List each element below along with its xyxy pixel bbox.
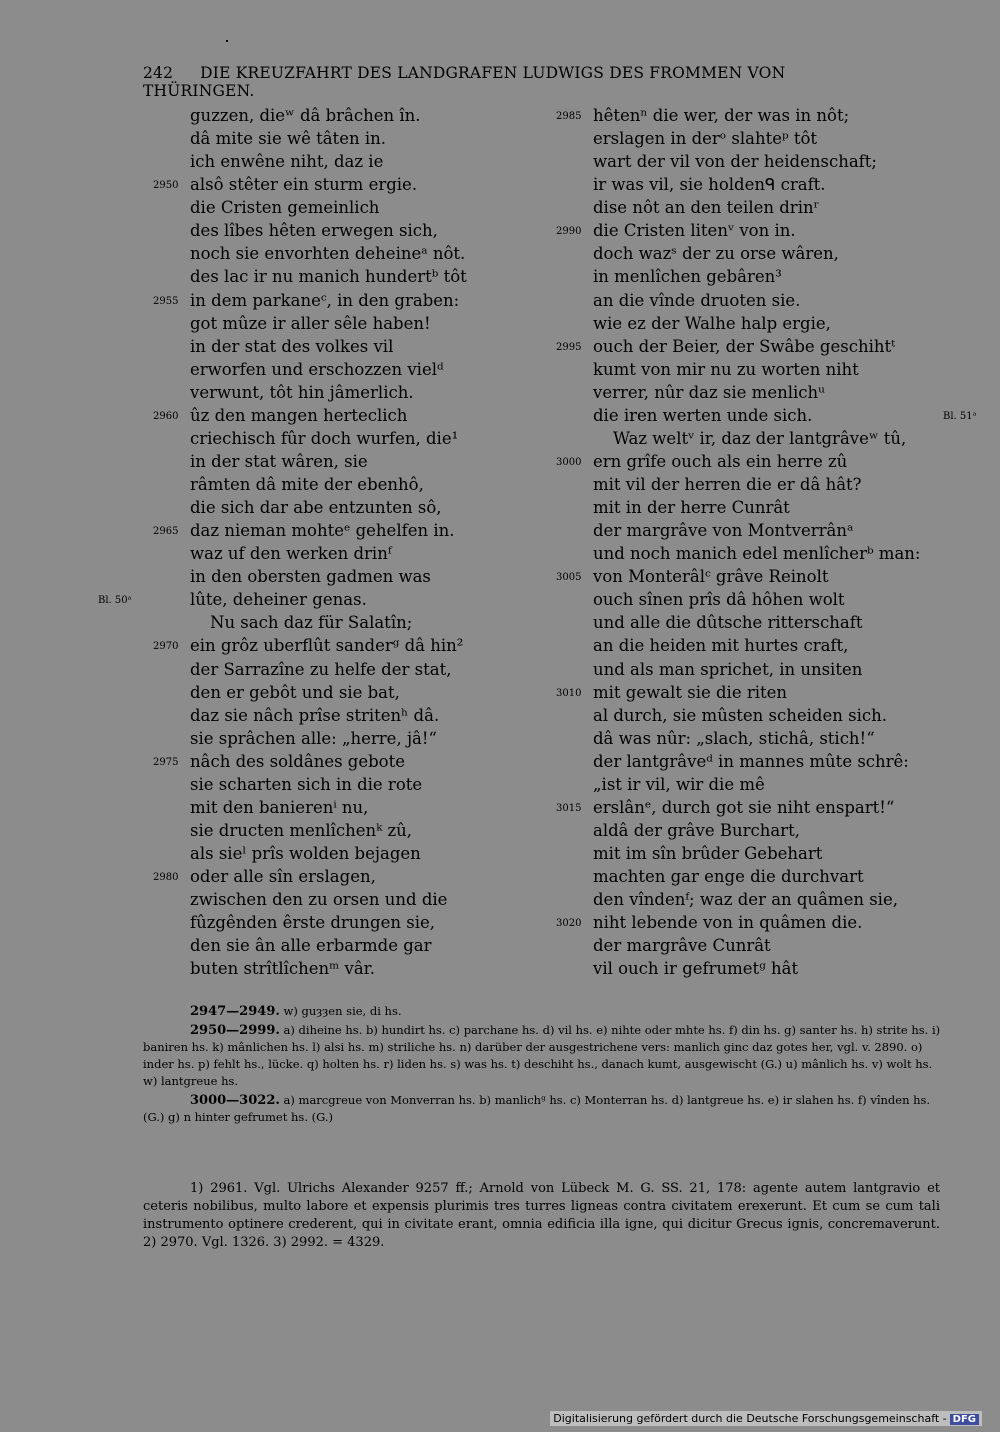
verse-line xyxy=(190,104,510,127)
line-number: 3000 xyxy=(556,456,582,468)
verse-text: fûzgênden êrste drungen sie, xyxy=(190,913,435,933)
verse-text: doch wazˢ der zu orse wâren, xyxy=(593,244,839,264)
verse-line xyxy=(593,519,953,542)
line-number: 2965 xyxy=(153,526,179,538)
verse-text: den vîndenᶠ; waz der an quâmen sie, xyxy=(593,890,898,910)
verse-line xyxy=(593,473,953,496)
verse-line xyxy=(153,289,510,312)
verse-text: die iren werten unde sich. xyxy=(593,405,813,425)
verse-line xyxy=(190,773,510,796)
verse-line xyxy=(593,427,953,450)
verse-line xyxy=(190,704,510,727)
line-number: 2950 xyxy=(153,180,179,192)
verse-text: von Monterâlᶜ grâve Reinolt xyxy=(593,567,829,587)
verse-line xyxy=(593,819,953,842)
verse-line xyxy=(593,658,953,681)
apparatus-range: 3000—3022. xyxy=(190,1093,280,1108)
verse-text: der margrâve Cunrât xyxy=(593,936,771,956)
verse-text: aldâ der grâve Burchart, xyxy=(593,820,800,840)
verse-text: an die vînde druoten sie. xyxy=(593,290,801,310)
apparatus-range: 2950—2999. xyxy=(190,1023,280,1038)
verse-text: in menlîchen gebâren³ xyxy=(593,267,782,287)
verse-line xyxy=(153,750,510,773)
verse-text: al durch, sie mûsten scheiden sich. xyxy=(593,705,887,725)
verse-line xyxy=(593,773,953,796)
verse-line xyxy=(593,265,953,288)
line-number: 2980 xyxy=(153,872,179,884)
verse-text: nâch des soldânes gebote xyxy=(190,751,406,771)
verse-text: lûte, deheiner genas. xyxy=(190,590,367,610)
verse-line xyxy=(190,681,510,704)
verse-text: Nu sach daz für Salatîn; xyxy=(210,613,413,633)
verse-line xyxy=(190,127,510,150)
verse-line xyxy=(190,565,510,588)
footer-text: Digitalisierung gefördert durch die Deutsche Forschungsgemeinschaft - xyxy=(553,1412,947,1425)
verse-line xyxy=(593,289,953,312)
verse-line xyxy=(556,335,953,358)
verse-text: dâ mite sie wê tâten in. xyxy=(190,129,386,149)
verse-text: vil ouch ir gefrumetᵍ hât xyxy=(593,959,799,979)
verse-text: dise nôt an den teilen drinʳ xyxy=(593,198,820,218)
verse-text: „ist ir vil, wir die mê xyxy=(593,774,765,794)
verse-text: in der stat des volkes vil xyxy=(190,336,394,356)
verse-line xyxy=(190,381,510,404)
apparatus-block xyxy=(143,1003,943,1020)
verse-text: buten strîtlîchenᵐ vâr. xyxy=(190,959,376,979)
verse-text: criechisch fûr doch wurfen, die¹ xyxy=(190,428,459,448)
verse-text: des lac ir nu manich hundertᵇ tôt xyxy=(190,267,467,287)
verse-line xyxy=(556,796,953,819)
verse-line xyxy=(190,196,510,219)
verse-line xyxy=(593,588,953,611)
verse-text: die Cristen litenᵛ von in. xyxy=(593,221,796,241)
verse-text: zwischen den zu orsen und die xyxy=(190,890,448,910)
verse-text: in den obersten gadmen was xyxy=(190,567,431,587)
verse-line xyxy=(593,611,953,634)
verse-text: sie scharten sich in die rote xyxy=(190,774,423,794)
running-header xyxy=(143,64,873,100)
verse-line xyxy=(190,496,510,519)
verse-text: die sich dar abe entzunten sô, xyxy=(190,498,442,518)
verse-text: daz sie nâch prîse stritenʰ dâ. xyxy=(190,705,440,725)
verse-line xyxy=(593,242,953,265)
verse-text: machten gar enge die durchvart xyxy=(593,867,864,887)
verse-line xyxy=(593,358,953,381)
verse-text: ouch der Beier, der Swâbe geschihtᵗ xyxy=(593,336,896,356)
verse-text: an die heiden mit hurtes craft, xyxy=(593,636,849,656)
verse-line xyxy=(190,473,510,496)
verse-text: der margrâve von Montverrânᵃ xyxy=(593,521,854,541)
verse-text: als sieˡ prîs wolden bejagen xyxy=(190,844,421,863)
verse-line xyxy=(190,542,510,565)
verse-text: oder alle sîn erslagen, xyxy=(190,867,376,887)
verse-line xyxy=(593,173,953,196)
verse-line xyxy=(593,865,953,888)
verse-text: verwunt, tôt hin jâmerlich. xyxy=(190,382,414,402)
verse-text: kumt von mir nu zu worten niht xyxy=(593,359,859,379)
verse-line xyxy=(593,934,953,957)
line-number: 2975 xyxy=(153,756,179,768)
verse-text: erslânᵉ, durch got sie niht enspart!“ xyxy=(593,797,895,817)
running-title: DIE KREUZFAHRT DES LANDGRAFEN LUDWIGS DES FROMMEN VON THÜRINGEN. xyxy=(143,64,786,100)
verse-line xyxy=(556,681,953,704)
verse-line xyxy=(190,358,510,381)
verse-line xyxy=(153,519,510,542)
verse-line xyxy=(153,634,510,657)
verse-text: wie ez der Walhe halp ergie, xyxy=(593,313,831,333)
verse-text: ein grôz uberflût sanderᵍ dâ hin² xyxy=(190,636,464,656)
verse-text: niht lebende von in quâmen die. xyxy=(593,913,863,933)
apparatus-text: a) diheine hs. b) hundirt hs. c) parchane hs. d) vil hs. e) nihte oder mhte hs. f) din hs. g) santer hs. h) strite hs. i) baniren hs. k) mânlichen hs. l) alsi hs. m) striliche hs. n) darüber der ausgestrichene vers: manlich ginc daz gotes her, vgl. v. 2890. o) inder hs. p) fehlt hs., lücke. q) holten hs. r) liden hs. s) was hs. t) deschiht hs., danach kumt, ausgewischt (G.) u) mânlich hs. v) wolt hs. w) lantgreue hs. xyxy=(143,1023,941,1088)
apparatus-block xyxy=(143,1092,943,1126)
dfg-logo: DFG xyxy=(950,1414,979,1425)
verse-text: guzzen, dieʷ dâ brâchen în. xyxy=(190,106,421,125)
verse-line xyxy=(190,888,510,911)
verse-line xyxy=(593,312,953,335)
verse-text: ouch sînen prîs dâ hôhen wolt xyxy=(593,590,845,610)
verse-text: verrer, nûr daz sie menlichᵘ xyxy=(593,382,825,402)
footnote-text: 1) 2961. Vgl. Ulrichs Alexander 9257 ff.; Arnold von Lübeck M. G. SS. 21, 178: agente autem lantgravio et ceteris nobilibus, multo labore et expensis plurimis tres turres ligneas contra civitatem erexerunt. Et cum se cum tali instrumento optinere crederent, qui in civitate erant, omnia edificia illa igne, qui dicitur Grecus ignis, concremaverunt. 2) 2970. Vgl. 1326. 3) 2992. = 4329. xyxy=(143,1181,940,1250)
page-number: 242 xyxy=(143,64,174,82)
line-number: 2990 xyxy=(556,226,582,238)
verse-line xyxy=(593,196,953,219)
verse-line xyxy=(190,957,510,980)
critical-apparatus xyxy=(143,1003,943,1128)
right-verse-column xyxy=(556,104,977,980)
verse-line xyxy=(556,450,953,473)
verse-line xyxy=(153,865,510,888)
left-verse-column xyxy=(98,104,510,980)
verse-text: waz uf den werken drinᶠ xyxy=(190,544,392,564)
verse-line xyxy=(190,335,510,358)
verse-text: den sie ân alle erbarmde gar xyxy=(190,936,432,956)
line-number: 2995 xyxy=(556,341,582,353)
verse-line xyxy=(593,888,953,911)
verse-text: erworfen und erschozzen vielᵈ xyxy=(190,359,444,379)
verse-line xyxy=(593,404,977,427)
verse-line xyxy=(593,750,953,773)
verse-text: sie dructen menlîchenᵏ zû, xyxy=(190,820,413,840)
verse-text: hêtenⁿ die wer, der was in nôt; xyxy=(593,106,850,125)
verse-text: mit in der herre Cunrât xyxy=(593,498,790,518)
verse-text: in der stat wâren, sie xyxy=(190,451,368,471)
verse-text: alsô stêter ein sturm ergie. xyxy=(190,175,418,195)
verse-line xyxy=(153,404,510,427)
speck xyxy=(226,40,228,42)
apparatus-text: w) guȝȝen sie, di hs. xyxy=(283,1004,402,1018)
line-number: 3010 xyxy=(556,687,582,699)
verse-line xyxy=(593,727,953,750)
verse-line xyxy=(593,634,953,657)
verse-text: mit den banierenⁱ nu, xyxy=(190,797,369,817)
verse-text: ir was vil, sie holdenᑫ craft. xyxy=(593,175,826,195)
verse-text: den er gebôt und sie bat, xyxy=(190,682,400,702)
verse-line xyxy=(593,127,953,150)
verse-text: und als man sprichet, in unsiten xyxy=(593,659,863,679)
verse-text: mit im sîn brûder Gebehart xyxy=(593,844,823,863)
verse-line xyxy=(190,427,510,450)
line-number: 3015 xyxy=(556,802,582,814)
verse-line xyxy=(190,796,510,819)
verse-text: wart der vil von der heidenschaft; xyxy=(593,152,877,172)
verse-text: got mûze ir aller sêle haben! xyxy=(190,313,431,333)
verse-line xyxy=(190,934,510,957)
verse-line xyxy=(190,727,510,750)
verse-text: mit vil der herren die er dâ hât? xyxy=(593,475,862,494)
verse-text: râmten dâ mite der ebenhô, xyxy=(190,475,424,494)
folio-marker: Bl. 50ᵃ xyxy=(98,595,132,607)
footnotes xyxy=(143,1180,940,1252)
line-number: 3005 xyxy=(556,572,582,584)
verse-text: daz nieman mohteᵉ gehelfen in. xyxy=(190,521,455,541)
verse-line xyxy=(190,150,510,173)
verse-line xyxy=(593,542,953,565)
verse-line xyxy=(593,496,953,519)
verse-text: dâ was nûr: „slach, stichâ, stich!“ xyxy=(593,728,875,748)
verse-line xyxy=(593,704,953,727)
verse-text: der lantgrâveᵈ in mannes mûte schrê: xyxy=(593,751,909,771)
apparatus-range: 2947—2949. xyxy=(190,1004,280,1019)
verse-text: die Cristen gemeinlich xyxy=(190,198,380,218)
folio-marker: Bl. 51ᵃ xyxy=(943,410,977,422)
verse-text: ern grîfe ouch als ein herre zû xyxy=(593,451,848,471)
verse-text: in dem parkaneᶜ, in den graben: xyxy=(190,290,460,310)
line-number: 3020 xyxy=(556,918,582,930)
verse-line xyxy=(190,265,510,288)
verse-line xyxy=(190,842,510,865)
verse-line xyxy=(98,588,510,611)
verse-line xyxy=(190,911,510,934)
line-number: 2970 xyxy=(153,641,179,653)
apparatus-text: a) marcgreue von Monverran hs. b) manlichᵍ hs. c) Monterran hs. d) lantgreue hs. e) ir slahen hs. f) vînden hs. (G.) g) n hinter gefrumet hs. (G.) xyxy=(143,1093,931,1124)
verse-text: sie sprâchen alle: „herre, jâ!“ xyxy=(190,728,437,748)
verse-text: mit gewalt sie die riten xyxy=(593,682,788,702)
line-number: 2960 xyxy=(153,410,179,422)
verse-line xyxy=(556,911,953,934)
verse-line xyxy=(593,150,953,173)
verse-line xyxy=(190,450,510,473)
verse-text: und alle die dûtsche ritterschaft xyxy=(593,613,863,633)
apparatus-block xyxy=(143,1022,943,1090)
verse-text: ich enwêne niht, daz ie xyxy=(190,152,384,172)
verse-text: ûz den mangen herteclich xyxy=(190,405,408,425)
verse-line xyxy=(593,381,953,404)
verse-text: der Sarrazîne zu helfe der stat, xyxy=(190,659,452,679)
verse-line xyxy=(593,842,953,865)
verse-text: Waz weltᵛ ir, daz der lantgrâveʷ tû, xyxy=(613,428,907,448)
verse-text: noch sie envorhten deheineᵃ nôt. xyxy=(190,244,466,264)
verse-line xyxy=(190,219,510,242)
verse-line xyxy=(190,819,510,842)
line-number: 2985 xyxy=(556,111,582,122)
footer-credit xyxy=(550,1411,982,1426)
verse-line xyxy=(556,565,953,588)
verse-line xyxy=(556,104,953,127)
verse-line xyxy=(190,611,510,634)
verse-text: und noch manich edel menlîcherᵇ man: xyxy=(593,544,921,564)
verse-line xyxy=(556,219,953,242)
verse-line xyxy=(153,173,510,196)
verse-text: erslagen in derᵒ slahteᵖ tôt xyxy=(593,129,818,149)
verse-line xyxy=(190,658,510,681)
verse-text: des lîbes hêten erwegen sich, xyxy=(190,221,438,241)
verse-line xyxy=(593,957,953,980)
verse-line xyxy=(190,312,510,335)
line-number: 2955 xyxy=(153,295,179,307)
verse-line xyxy=(190,242,510,265)
